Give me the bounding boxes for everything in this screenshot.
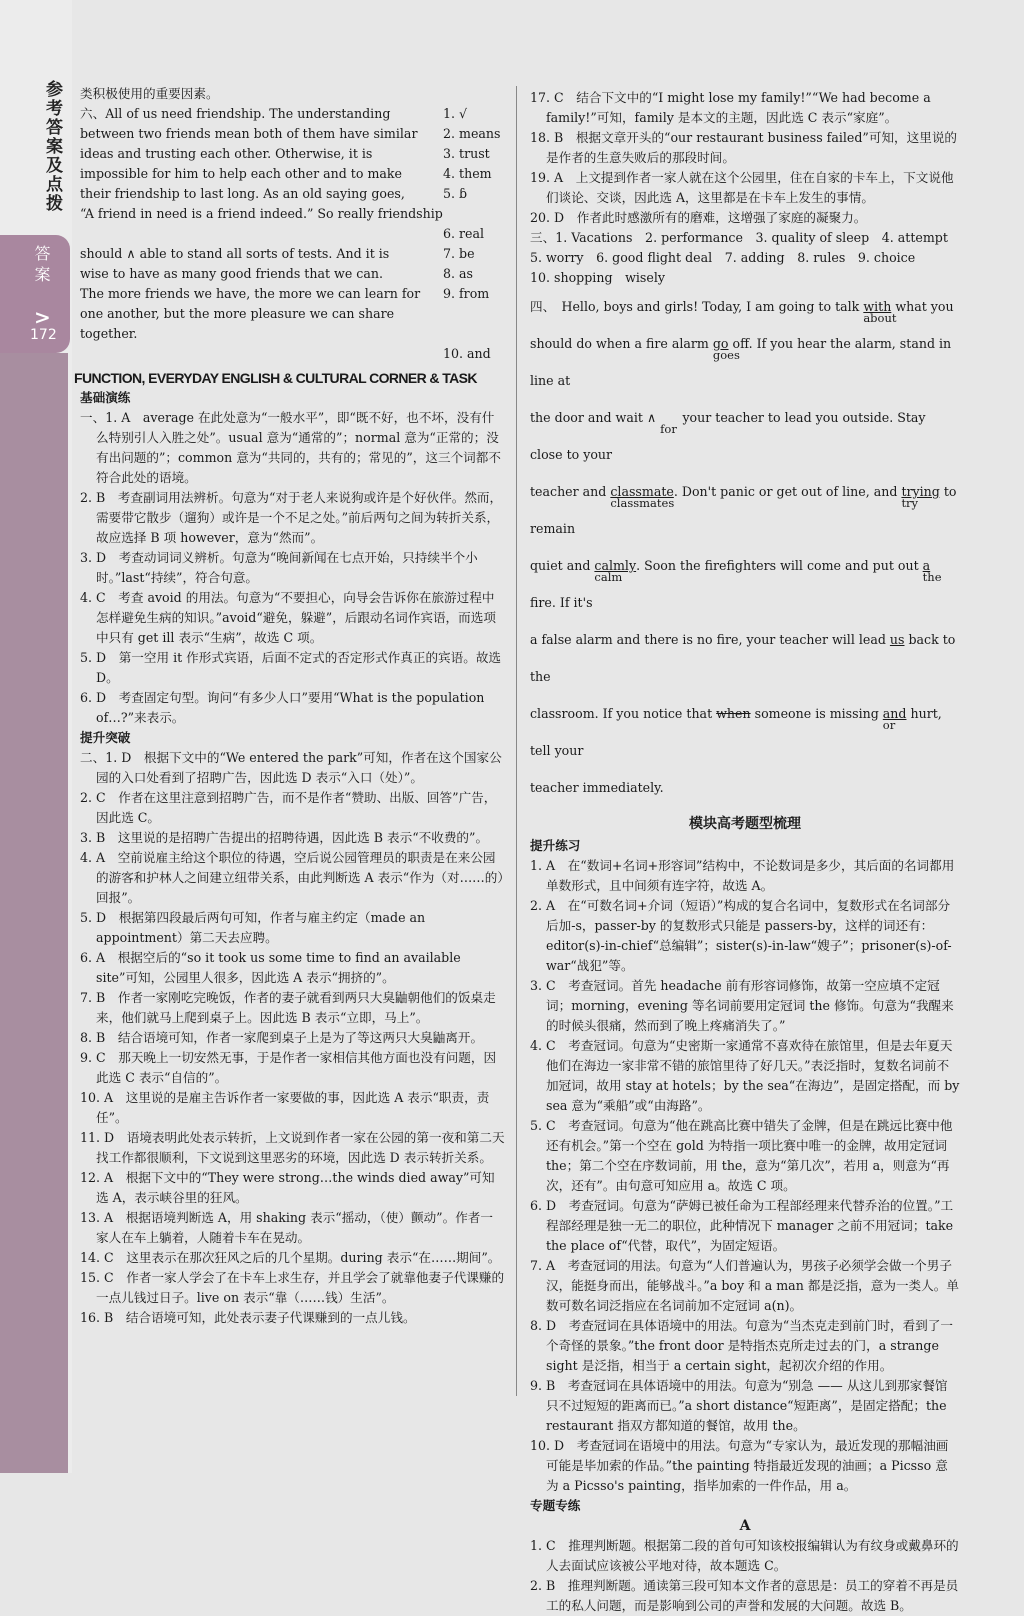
passage-line: one another, but the more pleasure we can share together.: [80, 306, 395, 341]
answer-item: 5. D 根据第四段最后两句可知，作者与雇主约定（made an appointment）第二天去应聘。: [80, 910, 426, 945]
passage-line: 6. real: [443, 226, 485, 241]
answer-item: 二、1. D 根据下文中的“We entered the park”可知，作者在这个国家公园的入口处看到了招聘广告，因此选 D 表示“入口（处）”。: [80, 750, 502, 785]
answer-tab[interactable]: [0, 235, 70, 353]
heading-practice: 提升练习: [530, 838, 581, 853]
section-three-line: 5. worry 6. good flight deal 7. adding 8. rules 9. choice: [530, 250, 916, 265]
passage-line: the door and wait ∧ for your teacher to lead you outside. Stay close to your: [530, 410, 926, 462]
answer-item: 一、1. A average 在此处意为“一般水平”，即“既不好，也不坏，没有什么特别引人入胜之处”。usual 意为“通常的”；normal 意为“正常的；没有出问题的”；common 意为“共同的，共有的；常见的”，这三个词都不符合此处的语境。: [80, 410, 501, 485]
heading-basic: 基础演练: [80, 390, 131, 405]
passage-line: their friendship to last long. As an old saying goes, 5. ɓ: [80, 186, 468, 201]
section-title: FUNCTION, EVERYDAY ENGLISH & CULTURAL CORNER & TASK: [74, 370, 477, 386]
answer-item: 3. C 考查冠词。首先 headache 前有形容词修饰，故第一空应填不定冠词；morning，evening 等名词前要用定冠词 the 修饰。句意为“我醒来的时候头很痛，然而到了晚上疼痛消失了。”: [530, 978, 954, 1033]
answer-item: 3. B 这里说的是招聘广告提出的招聘待遇，因此选 B 表示“不收费的”。: [80, 830, 489, 845]
answer-item: 9. C 那天晚上一切安然无事，于是作者一家相信其他方面也没有问题，因此选 C 表示“自信的”。: [80, 1050, 497, 1085]
answer-item: 4. C 考查冠词。句意为“史密斯一家通常不喜欢待在旅馆里，但是去年夏天他们在海边一家非常不错的旅馆里待了好几天。”表泛指时，复数名词前不加冠词，故用 stay at hotels；by the sea“在海边”，是固定搭配，而 by sea 意为“乘船”或“由海路”。: [530, 1038, 960, 1113]
answer-item: 4. C 考查 avoid 的用法。句意为“不要担心，向导会告诉你在旅游过程中怎样避免生病的知识。”avoid“避免，躲避”，后跟动名词作宾语，而选项中只有 get ill 表示“生病”，故选 C 项。: [80, 590, 496, 645]
heading-improve: 提升突破: [80, 730, 131, 745]
answer-item: 18. B 根据文章开头的“our restaurant business failed”可知，这里说的是作者的生意失败后的那段时间。: [530, 130, 958, 165]
part-a-label: A: [739, 1518, 751, 1534]
answer-item: 14. C 这里表示在那次狂风之后的几个星期。during 表示“在……期间”。: [80, 1250, 501, 1265]
answer-item: 10. A 这里说的是雇主告诉作者一家要做的事，因此选 A 表示“职责，责任”。: [80, 1090, 490, 1125]
passage-line: between two friends mean both of them have similar 2. means: [80, 126, 501, 141]
answer-item: 19. A 上文提到作者一家人就在这个公园里，住在自家的卡车上，下文说他们谈论、交谈，因此选 A，这里都是在卡车上发生的事情。: [530, 170, 954, 205]
sidebar-vertical-title: 参考答案及点拨: [42, 80, 62, 213]
answer-item: 7. A 考查冠词的用法。句意为“人们普遍认为，男孩子必须学会做一个男子汉，能挺身而出，能够战斗。”a boy 和 a man 都是泛指，意为一类人。单数可数名词泛指应在名词前加不定冠词 a(n)。: [530, 1258, 959, 1313]
answer-item: 9. B 考查冠词在具体语境中的用法。句意为“别急 —— 从这儿到那家餐馆只不过短短的距离而已。”a short distance“短距离”，是固定搭配；the restaurant 指双方都知道的餐馆，故用 the。: [530, 1378, 948, 1433]
answer-item: 10. D 考查冠词在语境中的用法。句意为“专家认为，最近发现的那幅油画可能是毕加索的作品。”the painting 特指最近发现的油画；a Picsso 意为 a Picsso's painting，指毕加索的一件作品，用 a。: [530, 1438, 949, 1493]
answer-item: 7. B 作者一家刚吃完晚饭，作者的妻子就看到两只大臭鼬朝他们的饭桌走来，他们就马上爬到桌子上。因此选 B 表示“立即，马上”。: [80, 990, 496, 1025]
right-column: [530, 88, 960, 1616]
answer-item: 1. A 在“数词+名词+形容词”结构中，不论数词是多少，其后面的名词都用单数形式，且中间须有连字符，故选 A。: [530, 858, 955, 893]
answer-item: 2. B 考查副词用法辨析。句意为“对于老人来说狗或许是个好伙伴。然而，需要带它散步（遛狗）或许是一个不足之处。”前后两句之间为转折关系，故应选择 B 项 however，意为“然而”。: [80, 490, 503, 545]
answer-item: 8. D 考查冠词在具体语境中的用法。句意为“当杰克走到前门时，看到了一个奇怪的景象。”the front door 是特指杰克所走过去的门，a strange sight 是泛指，相当于 a certain sight，起初次介绍的作用。: [530, 1318, 953, 1373]
answer-item: 15. C 作者一家人学会了在卡车上求生存，并且学会了就靠他妻子代课赚的一点儿钱过日子。live on 表示“靠（……钱）生活”。: [80, 1270, 505, 1305]
answer-item: 12. A 根据下文中的“They were strong…the winds died away”可知选 A，表示峡谷里的狂风。: [80, 1170, 495, 1205]
passage-line: 10. and: [443, 346, 491, 361]
answer-tab-label: 答 案: [32, 245, 51, 283]
passage-line: quiet and calmly calm . Soon the firefighters will come and put out a the fire. If it's: [530, 558, 942, 610]
answer-item: 5. C 考查冠词。句意为“他在跳高比赛中错失了金牌，但是在跳远比赛中他还有机会。”第一个空在 gold 为特指一项比赛中唯一的金牌，故用定冠词 the；第二个空在序数词前，用 the，意为“第几次”，若用 a，则意为“再次，还有”。由句意可知应用 a。故选 C 项。: [530, 1118, 953, 1193]
answer-item: 6. D 考查固定句型。询问“有多少人口”要用“What is the population of…?”来表示。: [80, 690, 485, 725]
sidebar: [0, 0, 72, 1473]
passage-line: 六、All of us need friendship. The understanding 1. √: [80, 106, 468, 121]
answer-item: 16. B 结合语境可知，此处表示妻子代课赚到的一点儿钱。: [80, 1310, 416, 1325]
module-title: 模块高考题型梳理: [689, 816, 801, 832]
heading-special: 专题专练: [530, 1498, 581, 1513]
left-column: [74, 84, 505, 1328]
intro-line: 类积极使用的重要因素。: [80, 86, 219, 101]
column-divider: [516, 86, 517, 1396]
answer-item: 17. C 结合下文中的“I might lose my family!”“We had become a family!”可知，family 是本文的主题，因此选 C 表示“家庭”。: [530, 90, 931, 125]
passage-line: wise to have as many good friends that we can. 8. as: [80, 266, 473, 281]
passage-line: teacher immediately.: [530, 780, 664, 795]
passage-line: impossible for him to help each other and to make 4. them: [80, 166, 492, 181]
passage-line: The more friends we have, the more we can learn for 9. from: [80, 286, 490, 301]
answer-item: 2. C 作者在这里注意到招聘广告，而不是作者“赞助、出版、回答”广告，因此选 C。: [80, 790, 497, 825]
sidebar-band: [0, 353, 68, 1473]
passage-line: classroom. If you notice that when someone is missing and or hurt, tell your: [530, 706, 942, 758]
section-three-line: 三、1. Vacations 2. performance 3. quality of sleep 4. attempt: [530, 230, 948, 245]
passage-line: a false alarm and there is no fire, your teacher will lead us back to the: [530, 632, 956, 684]
answer-item: 11. D 语境表明此处表示转折，上文说到作者一家在公园的第一夜和第二天找工作都很顺利，下文说到这里恶劣的环境，因此选 D 表示转折关系。: [80, 1130, 505, 1165]
answer-item: 5. D 第一空用 it 作形式宾语，后面不定式的否定形式作真正的宾语。故选 D。: [80, 650, 502, 685]
answer-item: 6. D 考查冠词。句意为“萨姆已被任命为工程部经理来代替乔治的位置。”工程部经理是独一无二的职位，此种情况下 manager 之前不用冠词；take the place of“代替，取代”，为固定短语。: [530, 1198, 954, 1253]
answer-item: 1. C 推理判断题。根据第二段的首句可知该校报编辑认为有纹身或戴鼻环的人去面试应该被公平地对待，故本题选 C。: [530, 1538, 959, 1573]
passage-line: 四、 Hello, boys and girls! Today, I am going to talk with about what you: [530, 299, 954, 325]
passage-line: should ∧ able to stand all sorts of tests. And it is 7. be: [80, 246, 475, 261]
answer-item: 20. D 作者此时感激所有的磨难，这增强了家庭的凝聚力。: [530, 210, 867, 225]
passage-line: should do when a fire alarm go goes off. If you hear the alarm, stand in line at: [530, 336, 952, 388]
passage-six: [80, 104, 505, 364]
page-number: 172: [30, 327, 57, 343]
answer-item: 6. A 根据空后的“so it took us some time to find an available site”可知，公园里人很多，因此选 A 表示“拥挤的”。: [80, 950, 461, 985]
chevron-right-icon: >: [34, 305, 51, 329]
section-four-passage: [530, 288, 960, 806]
answer-item: 3. D 考查动词词义辨析。句意为“晚间新闻在七点开始，只持续半个小时。”last“持续”，符合句意。: [80, 550, 478, 585]
answer-item: 13. A 根据语境判断选 A，用 shaking 表示“摇动，（使）颤动”。作者一家人在车上躺着，人随着卡车在晃动。: [80, 1210, 493, 1245]
answer-item: 8. B 结合语境可知，作者一家爬到桌子上是为了等这两只大臭鼬离开。: [80, 1030, 484, 1045]
answer-item: 4. A 空前说雇主给这个职位的待遇，空后说公园管理员的职责是在来公园的游客和护林人之间建立纽带关系，由此判断选 A 表示“作为（对……的）回报”。: [80, 850, 504, 905]
passage-line: ideas and trusting each other. Otherwise, it is 3. trust: [80, 146, 490, 161]
answer-item: 2. A 在“可数名词+介词（短语）”构成的复合名词中，复数形式在名词部分后加-s，passer-by 的复数形式只能是 passers-by，这样的词还有：editor(s)-in-chief“总编辑”；sister(s)-in-law“嫂子”；prisoner(s)-of-war“战犯”等。: [530, 898, 952, 973]
answer-item: 2. B 推理判断题。通读第三段可知本文作者的意思是：员工的穿着不再是员工的私人问题，而是影响到公司的声誉和发展的大问题。故选 B。: [530, 1578, 959, 1613]
passage-line: teacher and classmate classmates . Don't panic or get out of line, and trying try to remain: [530, 484, 957, 536]
section-three-line: 10. shopping wisely: [530, 270, 665, 285]
passage-line: “A friend in need is a friend indeed.” So really friendship: [80, 206, 443, 221]
